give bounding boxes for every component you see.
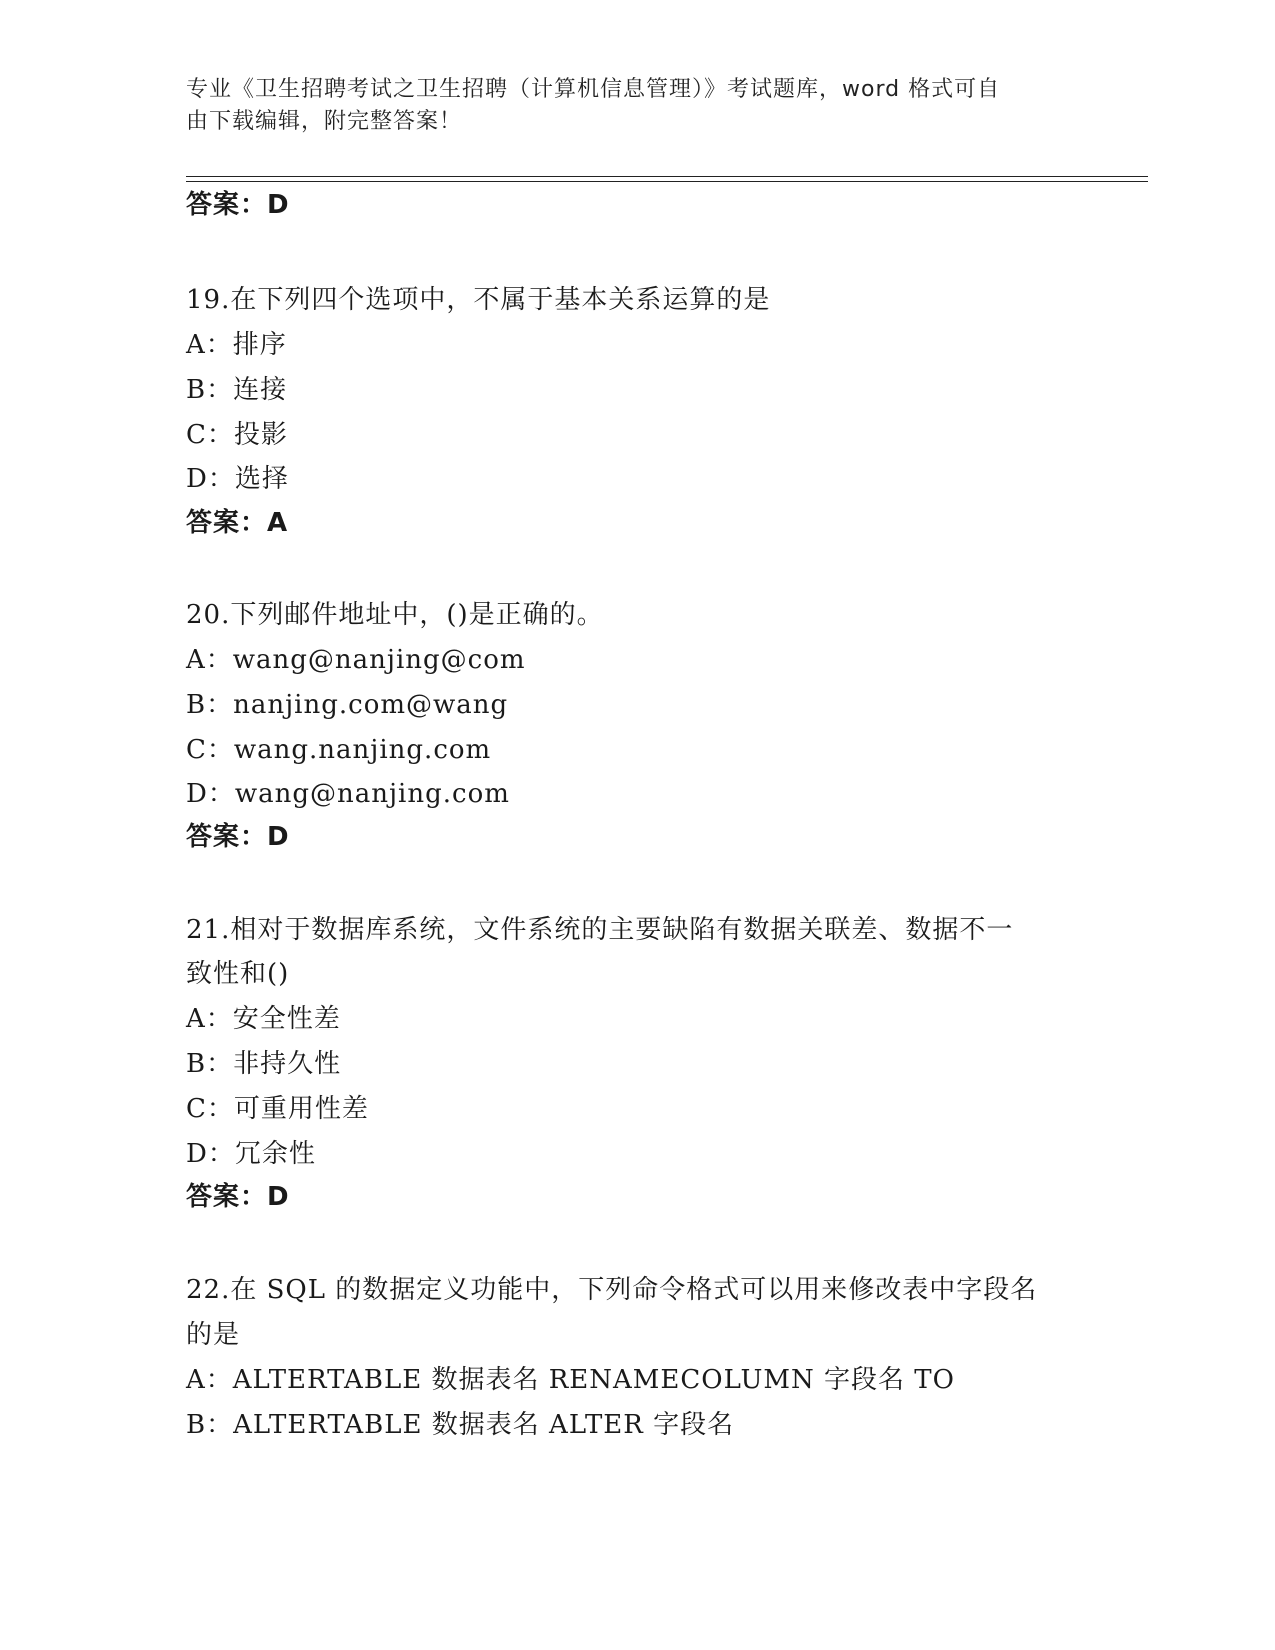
option-b: B：ALTERTABLE 数据表名 ALTER 字段名: [186, 1410, 735, 1440]
option-d: D：选择: [186, 464, 289, 494]
option-b: B：nanjing.com@wang: [186, 690, 509, 720]
document-header: [186, 74, 1066, 138]
question-stem: 19.在下列四个选项中，不属于基本关系运算的是: [186, 285, 771, 315]
option-a: A：wang@nanjing@com: [186, 645, 526, 675]
question-stem: 21.相对于数据库系统，文件系统的主要缺陷有数据关联差、数据不一: [186, 915, 1014, 945]
option-c: C：投影: [186, 420, 288, 450]
answer-line: 答案：D: [186, 190, 290, 220]
option-d: D：wang@nanjing.com: [186, 779, 510, 809]
option-d: D：冗余性: [186, 1139, 316, 1169]
question-stem-continued: 的是: [186, 1320, 241, 1350]
header-line-2: 由下载编辑，附完整答案！: [186, 109, 463, 134]
option-a: A：ALTERTABLE 数据表名 RENAMECOLUMN 字段名 TO: [186, 1365, 955, 1395]
answer-line: 答案：D: [186, 822, 290, 852]
option-c: C：可重用性差: [186, 1094, 369, 1124]
header-divider-top: [186, 176, 1148, 177]
header-divider-bottom: [186, 181, 1148, 182]
option-a: A：安全性差: [186, 1004, 341, 1034]
question-stem: 22.在 SQL 的数据定义功能中，下列命令格式可以用来修改表中字段名: [186, 1275, 1038, 1305]
option-b: B：非持久性: [186, 1049, 342, 1079]
answer-line: 答案：D: [186, 1182, 290, 1212]
question-stem-continued: 致性和(): [186, 959, 290, 989]
answer-line: 答案：A: [186, 508, 289, 538]
option-c: C：wang.nanjing.com: [186, 735, 492, 765]
question-stem: 20.下列邮件地址中，()是正确的。: [186, 600, 604, 630]
option-a: A：排序: [186, 330, 287, 360]
header-line-1: 专业《卫生招聘考试之卫生招聘（计算机信息管理）》考试题库，word 格式可自: [186, 77, 1001, 102]
option-b: B：连接: [186, 375, 288, 405]
